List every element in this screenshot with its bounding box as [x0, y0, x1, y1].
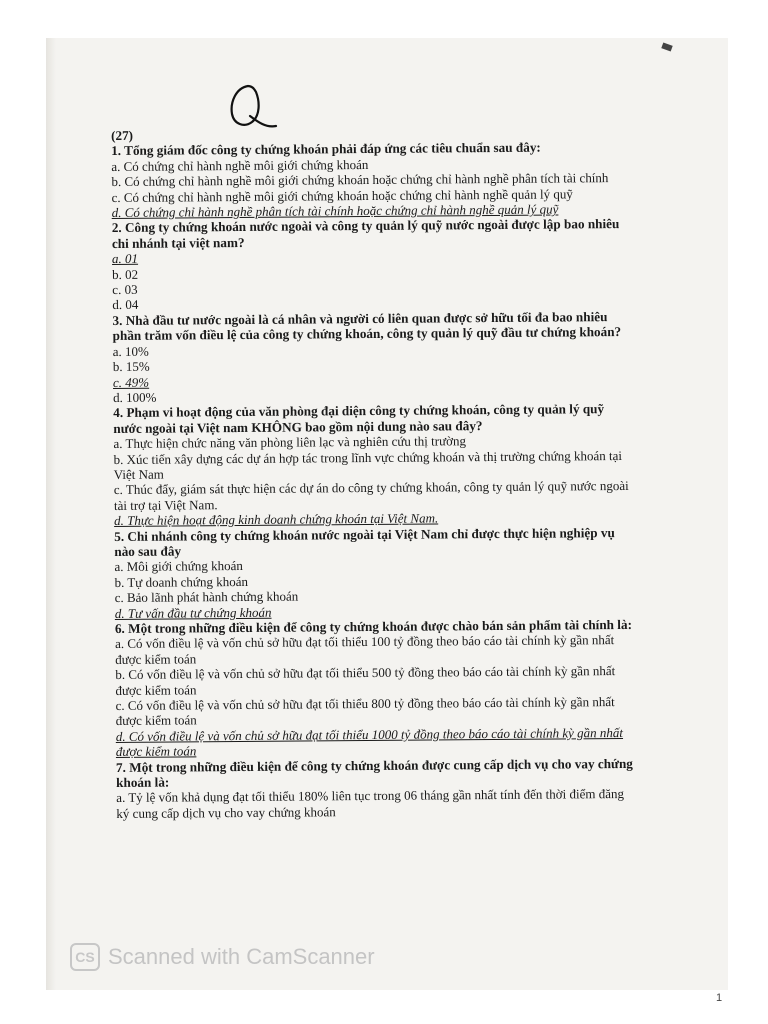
answer-option: c. 49% [112, 374, 150, 390]
page-number: 1 [716, 992, 723, 1004]
answer-option: d. Thực hiện hoạt động kinh doanh chứng khoán tại Việt Nam. [114, 510, 439, 529]
answer-option: d. Có chứng chỉ hành nghề phân tích tài chính hoặc chứng chỉ hành nghề quản lý quỹ [111, 201, 559, 221]
document-content [111, 124, 636, 821]
option-text: b. 02 [112, 266, 139, 282]
sheet-edge-shadow [46, 38, 56, 990]
answer-option: d. Tư vấn đầu tư chứng khoán [114, 604, 272, 621]
option-text: c. Bảo lãnh phát hành chứng khoán [114, 588, 299, 606]
option-text: b. Tự doanh chứng khoán [114, 573, 248, 590]
question-text: 6. Một trong những điều kiện để công ty chứng khoán được chào bán sản phẩm tài chính là: [114, 616, 632, 636]
option-text: d. 100% [113, 389, 157, 405]
question-text: 7. Một trong những điều kiện để công ty chứng khoán được cung cấp dịch vụ cho vay chứng khoán là: [115, 755, 633, 791]
option-text: a. 10% [112, 343, 149, 359]
option-text: c. Có vốn điều lệ và vốn chủ sở hữu đạt tối thiểu 800 tỷ đồng theo báo cáo tài chính kỳ gần nhất được kiểm toán [115, 694, 615, 729]
option-text: a. Có chứng chỉ hành nghề môi giới chứng khoán [111, 156, 369, 174]
answer-option: d. Có vốn điều lệ và vốn chủ sở hữu đạt tối thiểu 1000 tỷ đồng theo báo cáo tài chính kỳ gần nhất được kiểm toán [115, 724, 624, 760]
option-text: a. Thực hiện chức năng văn phòng liên lạc và nghiên cứu thị trường [113, 433, 467, 452]
option-text: c. Thúc đẩy, giám sát thực hiện các dự án do công ty chứng khoán, công ty quản lý quỹ nước ngoài tài trợ tại Việt Nam. [113, 478, 629, 513]
question-text: 3. Nhà đầu tư nước ngoài là cá nhân và người có liên quan được sở hữu tối đa bao nhiêu phần trăm vốn điều lệ của công ty chứng khoán, công ty quản lý quỹ đầu tư chứng khoán? [112, 308, 622, 344]
option-text: c. 03 [112, 281, 138, 298]
option-text: d. 04 [112, 297, 139, 313]
answer-option: a. 01 [111, 251, 139, 267]
camscanner-logo-text: CS [75, 949, 95, 965]
question-text: 4. Phạm vi hoạt động của văn phòng đại diện công ty chứng khoán, công ty quản lý quỹ nước ngoài tại Việt nam KHÔNG bao gồm nội dung nào sau đây? [113, 401, 605, 436]
option-text: b. Có vốn điều lệ và vốn chủ sở hữu đạt tối thiểu 500 tỷ đồng theo báo cáo tài chính kỳ gần nhất được kiểm toán [115, 663, 616, 698]
camscanner-logo-icon [70, 943, 100, 971]
question-text: 2. Công ty chứng khoán nước ngoài và công ty quản lý quỹ nước ngoài được lập bao nhiêu chi nhánh tại việt nam? [111, 216, 620, 251]
question-text: 1. Tổng giám đốc công ty chứng khoán phải đáp ứng các tiêu chuẩn sau đây: [111, 140, 541, 159]
option-text: b. 15% [112, 358, 150, 375]
option-text: a. Môi giới chứng khoán [114, 558, 243, 575]
option-text: b. Xúc tiến xây dựng các dự án hợp tác trong lĩnh vực chứng khoán và thị trường chứng khoán tại Việt Nam [113, 447, 623, 482]
option-text: a. Có vốn điều lệ và vốn chủ sở hữu đạt tối thiểu 100 tỷ đồng theo báo cáo tài chính kỳ gần nhất được kiểm toán [114, 632, 615, 667]
option-text: a. Tỷ lệ vốn khả dụng đạt tối thiểu 180% liên tục trong 06 tháng gần nhất tính đến thời điểm đăng ký cung cấp dịch vụ cho vay chứng khoán [116, 786, 625, 821]
option-text: b. Có chứng chỉ hành nghề môi giới chứng khoán hoặc chứng chỉ hành nghề phân tích tài chính [111, 170, 609, 190]
question-text: 5. Chi nhánh công ty chứng khoán nước ngoài tại Việt Nam chỉ được thực hiện nghiệp vụ nào sau đây [114, 524, 615, 559]
scanner-watermark: Scanned with CamScanner [108, 944, 375, 969]
section-code: (27) [111, 127, 134, 143]
option-text: c. Có chứng chỉ hành nghề môi giới chứng khoán hoặc chứng chỉ hành nghề quản lý quỹ [111, 186, 573, 205]
question-list [111, 139, 636, 821]
